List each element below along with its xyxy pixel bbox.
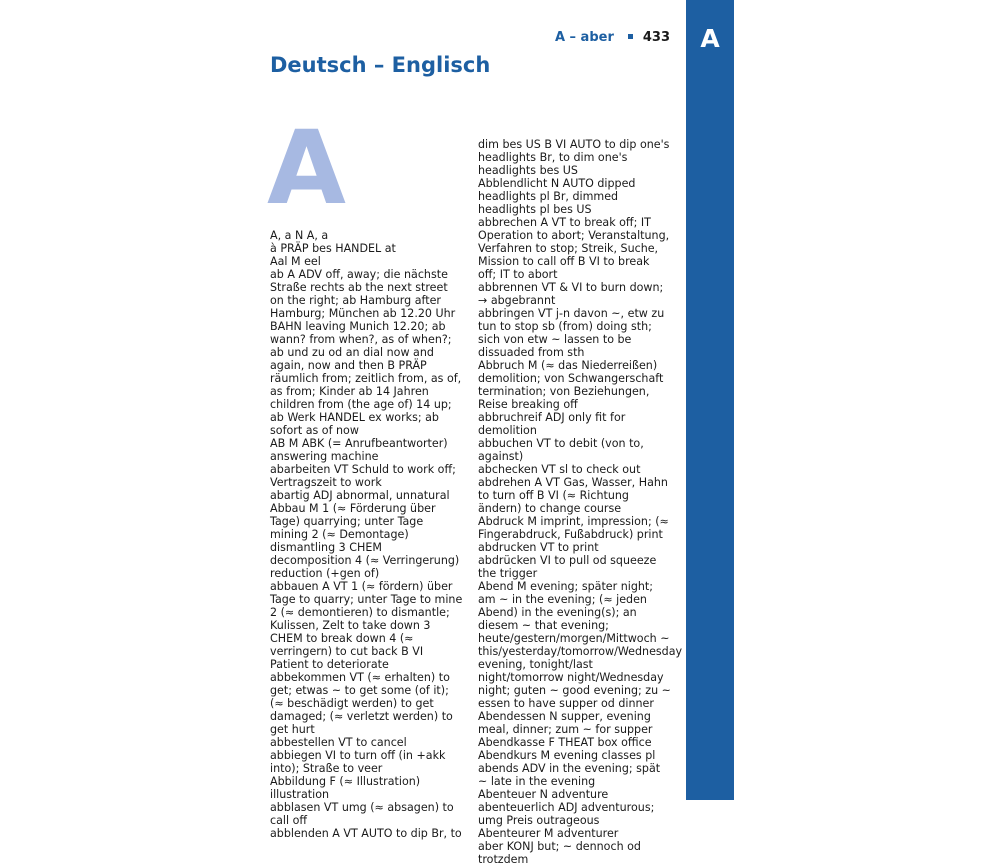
- entry-abbrechen: abbrechen A VT to break off; IT Operation to abort; Veranstaltung, Verfahren to stop; Streik, Suche, Mission to call off B VI to break off; IT to abort: [478, 216, 670, 281]
- entry-abdruecken: abdrücken VI to pull od squeeze the trigger: [478, 554, 657, 580]
- entry-abend: Abend M evening; später night; am ~ in the evening; (≈ jeden Abend) in the evening(s); an diesem ~ that evening; heute/gestern/morgen/Mittwoch ~ this/yesterday/tomorrow/Wednesday evening, tonight/last night/tomorrow night/Wednesday night; guten ~ good evening; zu ~ essen to have supper od dinner: [478, 580, 683, 710]
- entry-abblenden-cont: dim bes US B VI AUTO to dip one's headlights Br, to dim one's headlights bes US: [478, 138, 670, 177]
- entry-abbuchen: abbuchen VT to debit (von to, against): [478, 437, 644, 463]
- entry-abendkasse: Abendkasse F THEAT box office: [478, 736, 652, 749]
- entry-abbruchreif: abbruchreif ADJ only fit for demolition: [478, 411, 626, 437]
- entry-abdrehen: abdrehen A VT Gas, Wasser, Hahn to turn off B VI (≈ Richtung ändern) to change course: [478, 476, 668, 515]
- entry-abdruck: Abdruck M imprint, impression; (≈ Fingerabdruck, Fußabdruck) print: [478, 515, 669, 541]
- entry-abbestellen: abbestellen VT to cancel: [270, 736, 407, 749]
- entry-abbruch: Abbruch M (≈ das Niederreißen) demolition; von Schwangerschaft termination; von Beziehungen, Reise breaking off: [478, 359, 664, 411]
- entry-abdrucken: abdrucken VT to print: [478, 541, 599, 554]
- entry-abarbeiten: abarbeiten VT Schuld to work off; Vertragszeit to work: [270, 463, 456, 489]
- entry-abbekommen: abbekommen VT (≈ erhalten) to get; etwas ~ to get some (of it); (≈ beschädigt werden) to get damaged; (≈ verletzt werden) to get hurt: [270, 671, 453, 736]
- entry-abenteurer: Abenteurer M adventurer: [478, 827, 619, 840]
- entry-aal: Aal M eel: [270, 255, 321, 268]
- thumb-tab-letter: A: [700, 24, 720, 53]
- entry-abbrennen: abbrennen VT & VI to burn down; → abgebrannt: [478, 281, 664, 307]
- entry-abbringen: abbringen VT j-n davon ~, etw zu tun to stop sb (from) doing sth; sich von etw ~ lassen to be dissuaded from sth: [478, 307, 665, 359]
- running-head-range: A – aber: [554, 30, 614, 45]
- section-letter: A: [267, 109, 346, 228]
- entry-aber: aber KONJ but; ~ dennoch od trotzdem: [478, 840, 641, 866]
- entry-abchecken: abchecken VT sl to check out: [478, 463, 641, 476]
- entry-abbildung: Abbildung F (≈ Illustration) illustration: [270, 775, 421, 801]
- entry-abblasen: abblasen VT umg (≈ absagen) to call off: [270, 801, 454, 827]
- entry-abblenden: abblenden A VT AUTO to dip Br, to: [270, 827, 462, 840]
- entry-abblendlicht: Abblendlicht N AUTO dipped headlights pl Br, dimmed headlights pl bes US: [478, 177, 636, 216]
- entry-a: A, a N A, a: [270, 229, 329, 242]
- page-number: 433: [642, 30, 670, 45]
- entry-ab: ab A ADV off, away; die nächste Straße rechts ab the next street on the right; ab Hamburg after Hamburg; München ab 12.20 Uhr BAHN leaving Munich 12.20; ab wann? from when?, as of when?; ab und zu od an dial now and again, now and then B PRÄP räumlich from; zeitlich from, as of, as from; Kinder ab 14 Jahren children from (the age of) 14 up; ab Werk HANDEL ex works; ab sofort as of now: [270, 268, 462, 437]
- running-head: [555, 30, 670, 45]
- page-title: Deutsch – Englisch: [270, 53, 491, 77]
- thumb-tab: [686, 0, 734, 800]
- dictionary-column-2: [478, 138, 683, 866]
- entry-abends: abends ADV in the evening; spät ~ late in the evening: [478, 762, 661, 788]
- entry-abendessen: Abendessen N supper, evening meal, dinner; zum ~ for supper: [478, 710, 653, 736]
- entry-a-grave: à PRÄP bes HANDEL at: [270, 242, 396, 255]
- entry-abendkurs: Abendkurs M evening classes pl: [478, 749, 656, 762]
- entry-abbau: Abbau M 1 (≈ Förderung über Tage) quarrying; unter Tage mining 2 (≈ Demontage) dismantling 3 CHEM decomposition 4 (≈ Verringerung) reduction (+gen of): [270, 502, 460, 580]
- entry-abbiegen: abbiegen VI to turn off (in +akk into); Straße to veer: [270, 749, 446, 775]
- entry-abenteuer: Abenteuer N adventure: [478, 788, 609, 801]
- entry-ab-abbr: AB M ABK (= Anrufbeantworter) answering machine: [270, 437, 448, 463]
- dictionary-column-1: [270, 229, 463, 840]
- entry-abbauen: abbauen A VT 1 (≈ fördern) über Tage to quarry; unter Tage to mine 2 (≈ demontieren) to dismantle; Kulissen, Zelt to take down 3 CHEM to break down 4 (≈ verringern) to cut back B VI Patient to deteriorate: [270, 580, 463, 671]
- separator-square-icon: [628, 34, 633, 39]
- entry-abartig: abartig ADJ abnormal, unnatural: [270, 489, 450, 502]
- entry-abenteuerlich: abenteuerlich ADJ adventurous; umg Preis outrageous: [478, 801, 655, 827]
